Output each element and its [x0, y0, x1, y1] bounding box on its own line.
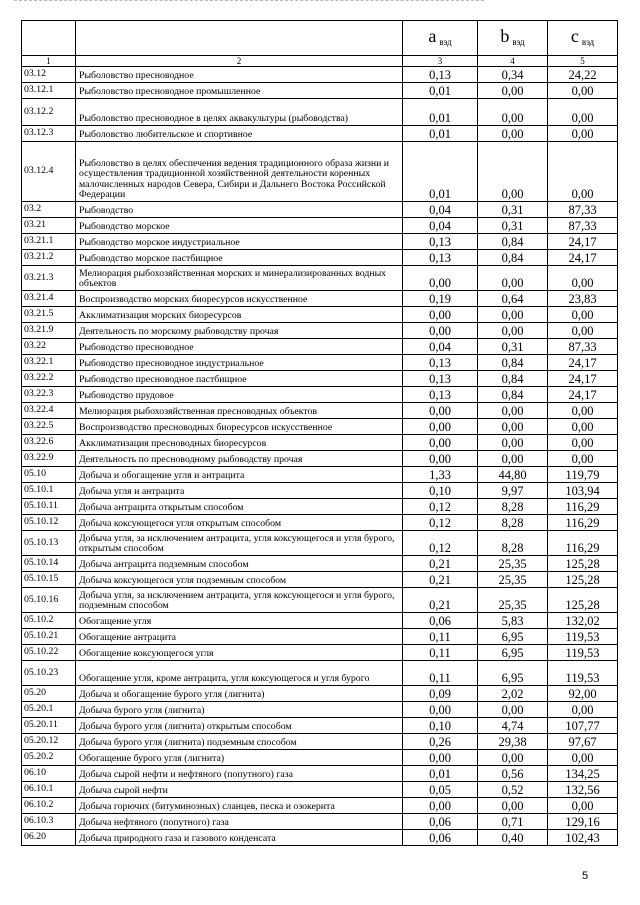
row-name: Деятельность по морскому рыбоводству прочая: [76, 323, 403, 339]
header-a-label: a: [428, 26, 437, 47]
row-code: 05.10.1: [22, 483, 76, 499]
row-b-value: 0,31: [478, 339, 548, 355]
row-code: 03.2: [22, 202, 76, 218]
row-b-value: 6,95: [478, 645, 548, 661]
row-b-value: 0,00: [478, 99, 548, 126]
table-row: [22, 766, 618, 782]
row-name: Добыча и обогащение угля и антрацита: [76, 467, 403, 483]
row-code: 05.20.1: [22, 702, 76, 718]
row-a-value: 0,12: [403, 499, 478, 515]
row-b-value: 0,00: [478, 403, 548, 419]
row-code: 06.20: [22, 830, 76, 846]
header-b-subscript: вэд: [512, 37, 525, 48]
header-a-subscript: вэд: [439, 37, 452, 48]
table-row: [22, 307, 618, 323]
row-code: 03.22.5: [22, 419, 76, 435]
row-a-value: 0,13: [403, 355, 478, 371]
row-code: 03.12.4: [22, 142, 76, 202]
row-a-value: 0,13: [403, 387, 478, 403]
row-c-value: 119,79: [548, 467, 618, 483]
table-row: [22, 266, 618, 291]
row-b-value: 2,02: [478, 686, 548, 702]
table-row: [22, 202, 618, 218]
row-code: 05.10.16: [22, 588, 76, 613]
table-row: [22, 435, 618, 451]
row-name: Воспроизводство морских биоресурсов искусственное: [76, 291, 403, 307]
row-name: Добыча сырой нефти: [76, 782, 403, 798]
row-name: Акклиматизация пресноводных биоресурсов: [76, 435, 403, 451]
row-c-value: 116,29: [548, 515, 618, 531]
header-c-subscript: вэд: [581, 37, 595, 48]
table-row: [22, 467, 618, 483]
row-b-value: 0,00: [478, 307, 548, 323]
row-c-value: 132,02: [548, 613, 618, 629]
row-a-value: 0,21: [403, 556, 478, 572]
row-a-value: 0,00: [403, 798, 478, 814]
row-b-value: 0,84: [478, 355, 548, 371]
row-c-value: 0,00: [548, 419, 618, 435]
row-b-value: 0,00: [478, 266, 548, 291]
row-name: Мелиорация рыбохозяйственная пресноводных объектов: [76, 403, 403, 419]
row-name: Добыча бурого угля (лигнита): [76, 702, 403, 718]
table-row: [22, 750, 618, 766]
row-name: Добыча антрацита подземным способом: [76, 556, 403, 572]
table-row: [22, 629, 618, 645]
row-code: 03.12.3: [22, 126, 76, 142]
row-b-value: 0,84: [478, 371, 548, 387]
row-name: Деятельность по пресноводному рыбоводству прочая: [76, 451, 403, 467]
row-name: Рыбоводство пресноводное индустриальное: [76, 355, 403, 371]
row-a-value: 0,19: [403, 291, 478, 307]
row-c-value: 119,53: [548, 645, 618, 661]
row-name: Обогащение угля: [76, 613, 403, 629]
row-b-value: 0,00: [478, 126, 548, 142]
column-index-1: 1: [22, 56, 76, 67]
row-c-value: 119,53: [548, 661, 618, 686]
table-row: [22, 531, 618, 556]
row-name: Рыболовство пресноводное: [76, 67, 403, 83]
row-b-value: 25,35: [478, 572, 548, 588]
row-c-value: 0,00: [548, 83, 618, 99]
row-name: Рыболовство пресноводное в целях аквакультуры (рыбоводства): [76, 99, 403, 126]
row-name: Рыбоводство пресноводное: [76, 339, 403, 355]
row-code: 05.20.2: [22, 750, 76, 766]
row-c-value: 0,00: [548, 451, 618, 467]
row-a-value: 0,06: [403, 830, 478, 846]
row-c-value: 24,17: [548, 371, 618, 387]
row-c-value: 116,29: [548, 531, 618, 556]
row-name: Рыбоводство морское пастбищное: [76, 250, 403, 266]
page-number: 5: [582, 870, 589, 882]
row-code: 06.10: [22, 766, 76, 782]
row-c-value: 125,28: [548, 572, 618, 588]
row-b-value: 6,95: [478, 629, 548, 645]
row-code: 03.12.2: [22, 99, 76, 126]
table-row: [22, 323, 618, 339]
row-b-value: 29,38: [478, 734, 548, 750]
table-row: [22, 572, 618, 588]
table-row: [22, 234, 618, 250]
row-name: Рыболовство любительское и спортивное: [76, 126, 403, 142]
row-a-value: 0,13: [403, 67, 478, 83]
row-b-value: 8,28: [478, 531, 548, 556]
row-a-value: 0,12: [403, 531, 478, 556]
row-c-value: 0,00: [548, 99, 618, 126]
row-b-value: 25,35: [478, 588, 548, 613]
row-a-value: 0,00: [403, 323, 478, 339]
column-index-4: 4: [478, 56, 548, 67]
row-a-value: 0,00: [403, 266, 478, 291]
row-b-value: 9,97: [478, 483, 548, 499]
row-a-value: 0,10: [403, 718, 478, 734]
row-c-value: 134,25: [548, 766, 618, 782]
row-code: 03.21.4: [22, 291, 76, 307]
row-name: Добыча угля и антрацита: [76, 483, 403, 499]
table-row: [22, 126, 618, 142]
table-row: [22, 718, 618, 734]
row-code: 03.21: [22, 218, 76, 234]
row-c-value: 0,00: [548, 750, 618, 766]
row-code: 05.10.21: [22, 629, 76, 645]
row-name: Рыбоводство: [76, 202, 403, 218]
row-name: Рыбоводство прудовое: [76, 387, 403, 403]
row-code: 03.22.3: [22, 387, 76, 403]
row-a-value: 0,06: [403, 814, 478, 830]
row-a-value: 0,12: [403, 515, 478, 531]
row-a-value: 0,01: [403, 99, 478, 126]
row-b-value: 8,28: [478, 499, 548, 515]
row-c-value: 24,17: [548, 250, 618, 266]
row-name: Добыча горючих (битуминозных) сланцев, песка и озокерита: [76, 798, 403, 814]
table-row: [22, 645, 618, 661]
row-c-value: 0,00: [548, 142, 618, 202]
row-code: 05.10.15: [22, 572, 76, 588]
header-b: [478, 21, 548, 56]
row-c-value: 87,33: [548, 218, 618, 234]
row-c-value: 0,00: [548, 435, 618, 451]
row-name: Рыбоводство морское индустриальное: [76, 234, 403, 250]
row-code: 03.12.1: [22, 83, 76, 99]
header-code-cell: [22, 21, 76, 56]
row-c-value: 23,83: [548, 291, 618, 307]
row-name: Обогащение коксующегося угля: [76, 645, 403, 661]
row-code: 03.21.2: [22, 250, 76, 266]
header-b-label: b: [500, 26, 510, 47]
row-a-value: 0,11: [403, 661, 478, 686]
row-code: 03.22.4: [22, 403, 76, 419]
row-code: 05.10.22: [22, 645, 76, 661]
row-code: 05.20: [22, 686, 76, 702]
row-a-value: 0,01: [403, 766, 478, 782]
row-name: Мелиорация рыбохозяйственная морских и минерализированных водных объектов: [76, 266, 403, 291]
row-a-value: 0,00: [403, 702, 478, 718]
column-index-3: 3: [403, 56, 478, 67]
table-row: [22, 661, 618, 686]
row-b-value: 0,64: [478, 291, 548, 307]
table-row: [22, 814, 618, 830]
row-b-value: 0,56: [478, 766, 548, 782]
row-c-value: 132,56: [548, 782, 618, 798]
row-c-value: 116,29: [548, 499, 618, 515]
row-a-value: 0,01: [403, 83, 478, 99]
row-b-value: 25,35: [478, 556, 548, 572]
row-name: Добыча бурого угля (лигнита) подземным способом: [76, 734, 403, 750]
row-b-value: 6,95: [478, 661, 548, 686]
row-b-value: 0,52: [478, 782, 548, 798]
row-code: 03.22.2: [22, 371, 76, 387]
row-name: Добыча угля, за исключением антрацита, угля коксующегося и угля бурого, открытым способом: [76, 531, 403, 556]
row-a-value: 0,04: [403, 339, 478, 355]
row-code: 03.22: [22, 339, 76, 355]
table-row: [22, 387, 618, 403]
row-c-value: 0,00: [548, 307, 618, 323]
row-code: 05.10.11: [22, 499, 76, 515]
row-a-value: 0,11: [403, 629, 478, 645]
row-b-value: 0,00: [478, 750, 548, 766]
row-b-value: 0,00: [478, 83, 548, 99]
row-c-value: 103,94: [548, 483, 618, 499]
row-name: Добыча коксующегося угля открытым способом: [76, 515, 403, 531]
row-c-value: 87,33: [548, 339, 618, 355]
row-a-value: 0,10: [403, 483, 478, 499]
row-code: 03.22.6: [22, 435, 76, 451]
row-a-value: 0,01: [403, 142, 478, 202]
row-b-value: 0,00: [478, 702, 548, 718]
row-c-value: 0,00: [548, 403, 618, 419]
row-b-value: 4,74: [478, 718, 548, 734]
row-b-value: 0,34: [478, 67, 548, 83]
row-name: Добыча коксующегося угля подземным способом: [76, 572, 403, 588]
row-b-value: 0,00: [478, 435, 548, 451]
row-code: 06.10.1: [22, 782, 76, 798]
row-name: Рыбоводство морское: [76, 218, 403, 234]
row-name: Обогащение бурого угля (лигнита): [76, 750, 403, 766]
row-a-value: 0,00: [403, 403, 478, 419]
table-row: [22, 339, 618, 355]
header-a: [403, 21, 478, 56]
row-code: 05.20.11: [22, 718, 76, 734]
table-row: [22, 371, 618, 387]
row-a-value: 0,21: [403, 572, 478, 588]
table-row: [22, 419, 618, 435]
row-a-value: 0,26: [403, 734, 478, 750]
row-code: 05.10.23: [22, 661, 76, 686]
row-b-value: 0,84: [478, 234, 548, 250]
row-b-value: 0,00: [478, 323, 548, 339]
row-name: Рыбоводство пресноводное пастбищное: [76, 371, 403, 387]
table-row: [22, 588, 618, 613]
row-name: Обогащение антрацита: [76, 629, 403, 645]
row-name: Добыча антрацита открытым способом: [76, 499, 403, 515]
row-name: Рыболовство в целях обеспечения ведения традиционного образа жизни и осуществления традиционной хозяйственной деятельности коренных малочисленных народов Севера, Сибири и Дальнего Востока Российской Федерации: [76, 142, 403, 202]
table-row: [22, 686, 618, 702]
row-c-value: 87,33: [548, 202, 618, 218]
row-name: Добыча угля, за исключением антрацита, угля коксующегося и угля бурого, подземным способом: [76, 588, 403, 613]
row-c-value: 129,16: [548, 814, 618, 830]
row-b-value: 44,80: [478, 467, 548, 483]
row-b-value: 5,83: [478, 613, 548, 629]
row-code: 03.21.1: [22, 234, 76, 250]
row-a-value: 0,00: [403, 750, 478, 766]
table-row: [22, 830, 618, 846]
row-a-value: 0,11: [403, 645, 478, 661]
row-c-value: 24,17: [548, 234, 618, 250]
table-row: [22, 99, 618, 126]
row-name: Добыча бурого угля (лигнита) открытым способом: [76, 718, 403, 734]
table-row: [22, 782, 618, 798]
row-c-value: 24,17: [548, 387, 618, 403]
row-b-value: 0,00: [478, 451, 548, 467]
table-row: [22, 250, 618, 266]
table-row: [22, 515, 618, 531]
row-code: 05.10.2: [22, 613, 76, 629]
table-row: [22, 798, 618, 814]
row-code: 03.12: [22, 67, 76, 83]
row-code: 05.10.13: [22, 531, 76, 556]
table-row: [22, 142, 618, 202]
coefficient-table: [21, 20, 618, 846]
row-a-value: 0,00: [403, 419, 478, 435]
row-name: Добыча сырой нефти и нефтяного (попутного) газа: [76, 766, 403, 782]
row-b-value: 0,84: [478, 250, 548, 266]
row-b-value: 0,31: [478, 202, 548, 218]
row-a-value: 0,21: [403, 588, 478, 613]
row-a-value: 0,13: [403, 371, 478, 387]
row-code: 03.21.5: [22, 307, 76, 323]
row-c-value: 0,00: [548, 266, 618, 291]
row-a-value: 1,33: [403, 467, 478, 483]
header-c: [548, 21, 618, 56]
row-name: Добыча природного газа и газового конденсата: [76, 830, 403, 846]
row-a-value: 0,04: [403, 202, 478, 218]
row-a-value: 0,04: [403, 218, 478, 234]
row-name: Рыболовство пресноводное промышленное: [76, 83, 403, 99]
table-row: [22, 291, 618, 307]
scan-top-edge: [14, 0, 484, 2]
row-c-value: 0,00: [548, 702, 618, 718]
table-row: [22, 355, 618, 371]
row-c-value: 125,28: [548, 556, 618, 572]
table-header-row: [22, 21, 618, 56]
row-c-value: 0,00: [548, 798, 618, 814]
column-index-2: 2: [76, 56, 403, 67]
table-row: [22, 218, 618, 234]
table-row: [22, 499, 618, 515]
row-a-value: 0,06: [403, 613, 478, 629]
row-code: 06.10.2: [22, 798, 76, 814]
header-name-cell: [76, 21, 403, 56]
row-b-value: 8,28: [478, 515, 548, 531]
row-c-value: 119,53: [548, 629, 618, 645]
row-name: Добыча нефтяного (попутного) газа: [76, 814, 403, 830]
row-name: Добыча и обогащение бурого угля (лигнита): [76, 686, 403, 702]
table-row: [22, 67, 618, 83]
row-code: 05.10.14: [22, 556, 76, 572]
row-c-value: 102,43: [548, 830, 618, 846]
row-name: Обогащение угля, кроме антрацита, угля коксующегося и угля бурого: [76, 661, 403, 686]
column-index-5: 5: [548, 56, 618, 67]
row-b-value: 0,00: [478, 142, 548, 202]
row-a-value: 0,01: [403, 126, 478, 142]
table-row: [22, 483, 618, 499]
row-b-value: 0,71: [478, 814, 548, 830]
table-row: [22, 403, 618, 419]
row-a-value: 0,13: [403, 250, 478, 266]
row-name: Воспроизводство пресноводных биоресурсов искусственное: [76, 419, 403, 435]
column-index-row: [22, 56, 618, 67]
row-a-value: 0,00: [403, 307, 478, 323]
row-name: Акклиматизация морских биоресурсов: [76, 307, 403, 323]
row-code: 03.22.9: [22, 451, 76, 467]
row-a-value: 0,00: [403, 451, 478, 467]
row-c-value: 0,00: [548, 126, 618, 142]
row-a-value: 0,13: [403, 234, 478, 250]
table-row: [22, 734, 618, 750]
table-row: [22, 83, 618, 99]
row-c-value: 0,00: [548, 323, 618, 339]
row-a-value: 0,05: [403, 782, 478, 798]
row-c-value: 24,17: [548, 355, 618, 371]
row-code: 05.10.12: [22, 515, 76, 531]
row-code: 06.10.3: [22, 814, 76, 830]
header-c-label: c: [570, 26, 579, 47]
row-code: 05.20.12: [22, 734, 76, 750]
row-code: 03.22.1: [22, 355, 76, 371]
row-c-value: 92,00: [548, 686, 618, 702]
row-b-value: 0,00: [478, 419, 548, 435]
row-code: 03.21.9: [22, 323, 76, 339]
table-row: [22, 702, 618, 718]
table-row: [22, 613, 618, 629]
row-a-value: 0,09: [403, 686, 478, 702]
table-row: [22, 556, 618, 572]
row-c-value: 97,67: [548, 734, 618, 750]
row-c-value: 107,77: [548, 718, 618, 734]
row-code: 03.21.3: [22, 266, 76, 291]
row-b-value: 0,00: [478, 798, 548, 814]
row-a-value: 0,00: [403, 435, 478, 451]
row-c-value: 125,28: [548, 588, 618, 613]
table-row: [22, 451, 618, 467]
row-b-value: 0,40: [478, 830, 548, 846]
row-code: 05.10: [22, 467, 76, 483]
row-b-value: 0,31: [478, 218, 548, 234]
row-c-value: 24,22: [548, 67, 618, 83]
row-b-value: 0,84: [478, 387, 548, 403]
